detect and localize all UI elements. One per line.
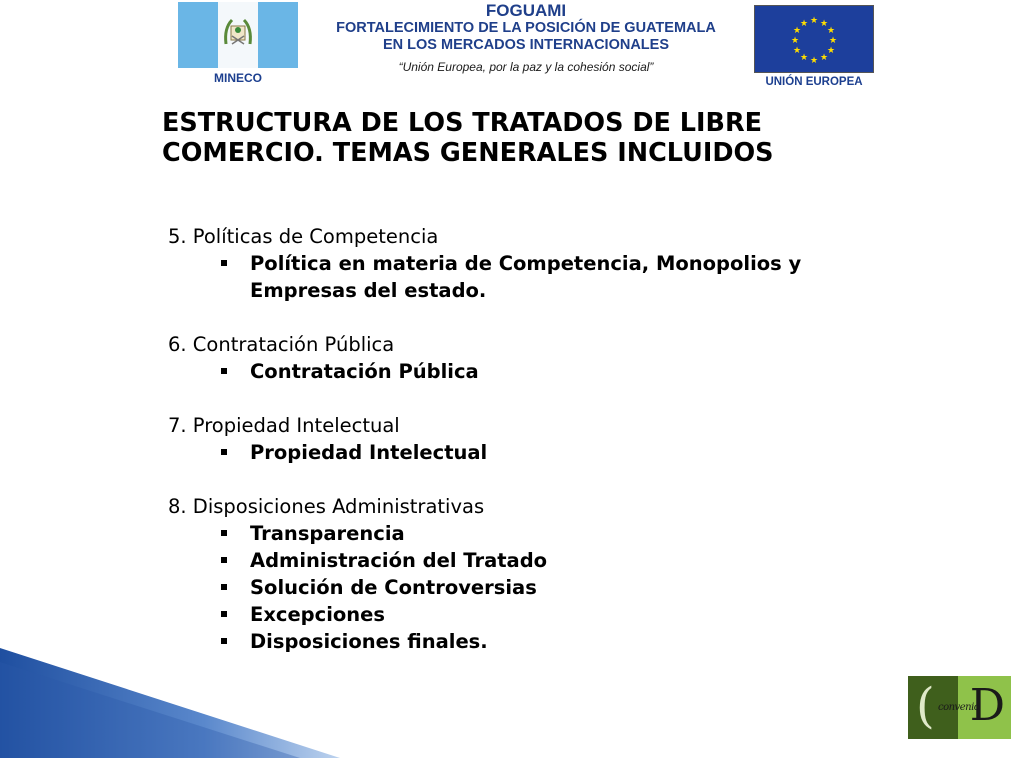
logo-d-icon: D <box>969 680 1005 731</box>
eu-logo <box>754 5 874 91</box>
foguami-header <box>302 2 750 76</box>
list-item: Política en materia de Competencia, Monopolios y Empresas del estado. <box>168 250 908 304</box>
coat-of-arms-icon <box>222 14 254 54</box>
svg-text:★: ★ <box>809 16 819 26</box>
bullet-icon <box>221 260 227 266</box>
logo-paren-icon: ( <box>916 678 935 734</box>
svg-text:★: ★ <box>826 26 836 36</box>
section-contratacion <box>168 331 908 385</box>
section-propiedad <box>168 412 908 466</box>
guatemala-flag-icon <box>178 2 298 68</box>
svg-text:★: ★ <box>792 26 802 36</box>
org-name: FOGUAMI <box>485 1 567 20</box>
svg-text:★: ★ <box>799 19 809 29</box>
slide-content <box>168 223 908 682</box>
section-competencia <box>168 223 908 304</box>
org-line-2: EN LOS MERCADOS INTERNACIONALES <box>383 37 669 53</box>
list-item: Propiedad Intelectual <box>168 439 908 466</box>
svg-text:★: ★ <box>826 46 836 56</box>
svg-text:★: ★ <box>819 53 829 63</box>
list-item: Contratación Pública <box>168 358 908 385</box>
slogan: “Unión Europea, por la paz y la cohesión social” <box>398 60 654 74</box>
bullet-icon <box>221 530 227 536</box>
list-item: Excepciones <box>168 601 908 628</box>
decorative-wedge <box>0 648 345 758</box>
logo-word-icon: convenio <box>938 702 980 713</box>
eu-label: UNIÓN EUROPEA <box>765 76 863 88</box>
bullet-icon <box>221 584 227 590</box>
partner-logo <box>908 676 1011 739</box>
section-heading: 5. Políticas de Competencia <box>168 225 439 248</box>
svg-text:★: ★ <box>799 53 809 63</box>
svg-text:★: ★ <box>809 56 819 66</box>
svg-text:★: ★ <box>790 36 800 46</box>
section-heading: 6. Contratación Pública <box>168 333 395 356</box>
eu-flag-icon <box>754 5 874 73</box>
bullet-icon <box>221 557 227 563</box>
org-line-1: FORTALECIMIENTO DE LA POSICIÓN DE GUATEMALA <box>336 20 716 36</box>
bullet-icon <box>221 368 227 374</box>
list-item: Solución de Controversias <box>168 574 908 601</box>
svg-text:★: ★ <box>828 36 838 46</box>
list-item: Transparencia <box>168 520 908 547</box>
svg-text:★: ★ <box>792 46 802 56</box>
slide-title: ESTRUCTURA DE LOS TRATADOS DE LIBRE COMERCIO. TEMAS GENERALES INCLUIDOS <box>162 108 774 168</box>
section-heading: 8. Disposiciones Administrativas <box>168 495 485 518</box>
eu-stars-icon <box>755 6 873 72</box>
section-heading: 7. Propiedad Intelectual <box>168 414 400 437</box>
section-disposiciones <box>168 493 908 655</box>
list-item: Disposiciones finales. <box>168 628 908 655</box>
mineco-logo <box>178 2 298 88</box>
bullet-icon <box>221 611 227 617</box>
mineco-label: MINECO <box>214 71 262 85</box>
list-item: Administración del Tratado <box>168 547 908 574</box>
svg-text:★: ★ <box>819 19 829 29</box>
bullet-icon <box>221 638 227 644</box>
bullet-icon <box>221 449 227 455</box>
